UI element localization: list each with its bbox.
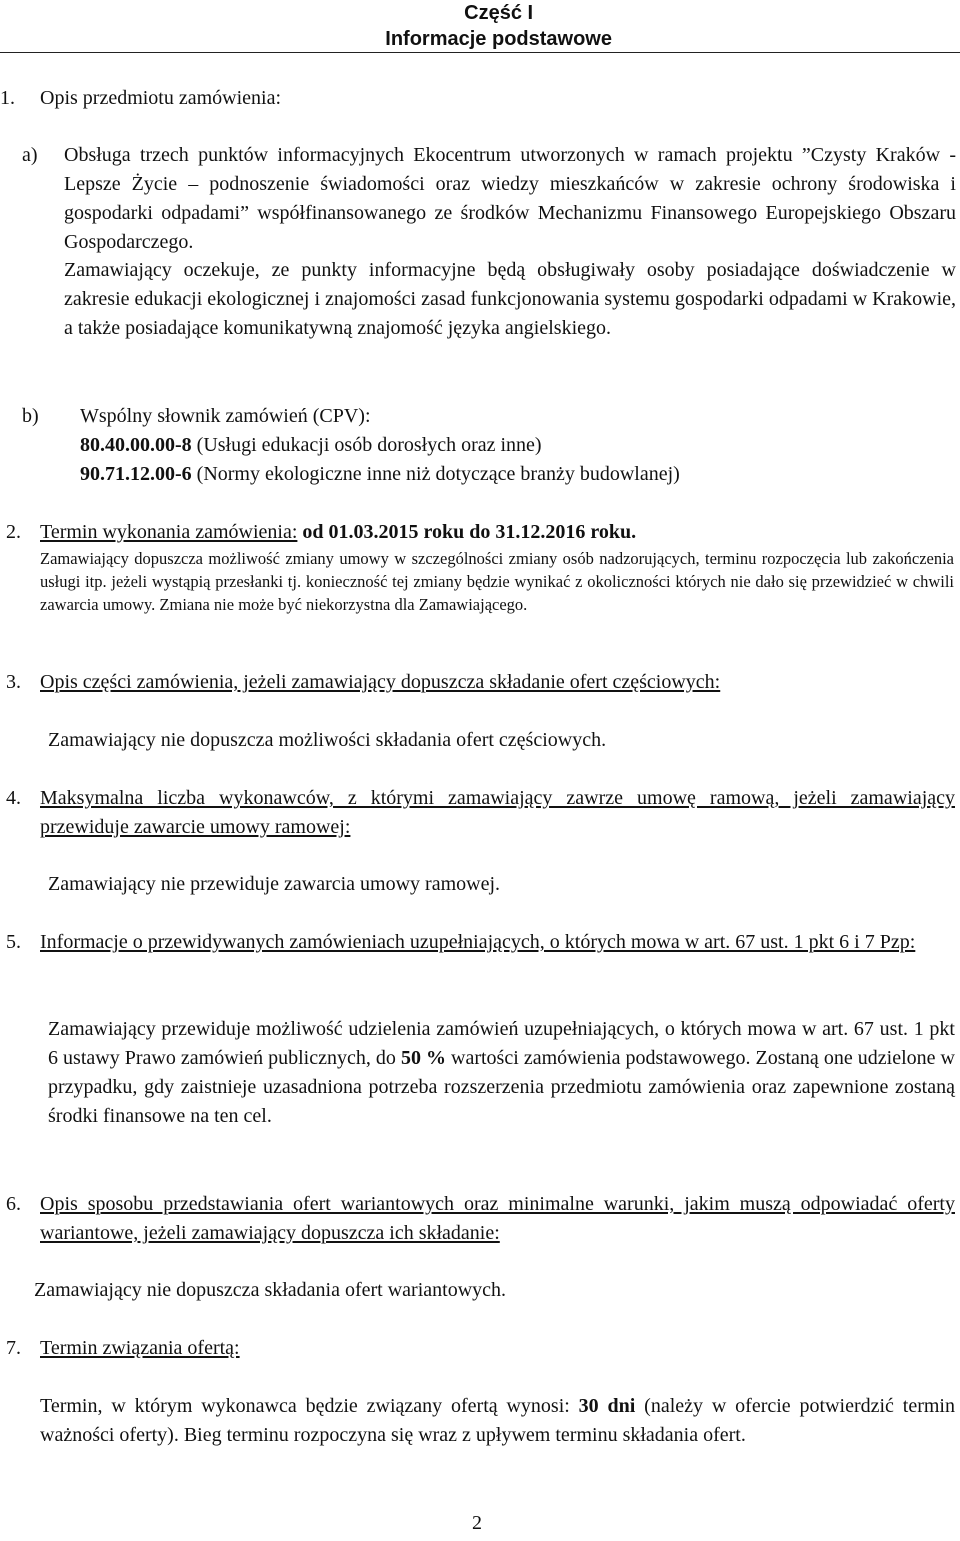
part-header [385,0,612,52]
part-subtitle: Informacje podstawowe [385,28,612,50]
section-7-number: 7. [6,1337,21,1359]
page-number: 2 [472,1512,482,1534]
section-6-text: Zamawiający nie dopuszcza składania ofert wariantowych. [34,1279,507,1301]
item-b-label: b) [22,405,39,427]
section-5-number: 5. [6,931,21,953]
contract-dates: od 01.03.2015 roku do 31.12.2016 roku. [297,521,637,543]
section-3-number: 3. [6,671,21,693]
section-4-text: Zamawiający nie przewiduje zawarcia umowy ramowej. [48,873,501,895]
section-5-text-pre: Zamawiający przewiduje możliwość udzielenia zamówień uzupełniających, o których mowa w art. 67 ust. 1 pkt 6 ustawy Prawo zamówień publicznych, do [48,1018,955,1069]
header-divider [0,52,960,53]
section-2-text: Zamawiający dopuszcza możliwość zmiany umowy w szczególności zmiany osób nadzorujących, terminu rozpoczęcia lub zakończenia usługi itp. jeżeli wystąpią przesłanki tj. konieczność tej zmiany będzie wynikać z okoliczności których nie dało się przewidzieć w chwili zawarcia umowy. Zmiana nie może być niekorzystna dla Zamawiającego. [40,549,954,614]
section-4-number: 4. [6,787,21,809]
cpv-code: 90.71.12.00-6 [80,463,192,485]
item-a-text-2: Zamawiający oczekuje, ze punkty informacyjne będą obsługiwały osoby posiadające doświadczenie w zakresie edukacji ekologicznej i znajomości zasad funkcjonowania systemu gospodarki odpadami w Krakowie, a także posiadające komunikatywną znajomość języka angielskiego. [64,259,956,339]
section-5-heading: Informacje o przewidywanych zamówieniach uzupełniających, o których mowa w art. 67 ust. 1 pkt 6 i 7 Pzp: [40,931,916,953]
cpv-heading: Wspólny słownik zamówień (CPV): [80,405,371,427]
part-title: Część I [464,2,534,24]
cpv-code: 80.40.00.00-8 [80,434,192,456]
section-6-number: 6. [6,1193,21,1215]
section-7-text-post: (należy w ofercie potwierdzić termin ważności oferty). Bieg terminu rozpoczyna się wraz z upływem terminu składania ofert. [40,1395,955,1446]
section-1-heading: Opis przedmiotu zamówienia: [40,87,282,109]
section-7-text-pre: Termin, w którym wykonawca będzie związany ofertą wynosi: [40,1395,579,1417]
section-2-number: 2. [6,521,21,543]
section-6-heading: Opis sposobu przedstawiania ofert wariantowych oraz minimalne warunki, jakim muszą odpowiadać oferty wariantowe, jeżeli zamawiający dopuszcza ich składanie: [40,1193,955,1244]
section-2-heading: Termin wykonania zamówienia: [40,521,298,543]
section-2-heading-line [40,518,950,547]
section-3-heading: Opis części zamówienia, jeżeli zamawiający dopuszcza składanie ofert częściowych: [40,671,721,693]
percent-value: 50 % [400,1047,446,1069]
item-a-label: a) [22,144,38,166]
cpv-item-1 [80,431,950,460]
section-1-number: 1. [0,87,15,109]
section-7-text [40,1392,955,1450]
cpv-item-2 [80,460,950,489]
section-5-text [48,1015,955,1131]
section-5-text-post: wartości zamówienia podstawowego. Zostaną one udzielone w przypadku, gdy zaistnieje uzasadniona potrzeba rozszerzenia przedmiotu zamówienia oraz zapewnione zostaną środki finansowe na ten cel. [48,1047,955,1127]
cpv-desc: (Usługi edukacji osób dorosłych oraz inne) [191,434,542,456]
cpv-desc: (Normy ekologiczne inne niż dotyczące branży budowlanej) [191,463,680,485]
section-3-text: Zamawiający nie dopuszcza możliwości składania ofert częściowych. [48,729,607,751]
validity-days: 30 dni [578,1395,636,1417]
item-a-text-1: Obsługa trzech punktów informacyjnych Ekocentrum utworzonych w ramach projektu ”Czysty Kraków - Lepsze Życie – podnoszenie świadomości oraz wiedzy mieszkańców w zakresie ochrony środowiska i gospodarki odpadami” współfinansowanego ze środków Mechanizmu Finansowego Europejskiego Obszaru Gospodarczego. [64,144,956,253]
section-7-heading: Termin związania ofertą: [40,1337,240,1359]
section-4-heading: Maksymalna liczba wykonawców, z którymi zamawiający zawrze umowę ramową, jeżeli zamawiający przewiduje zawarcie umowy ramowej: [40,787,955,838]
